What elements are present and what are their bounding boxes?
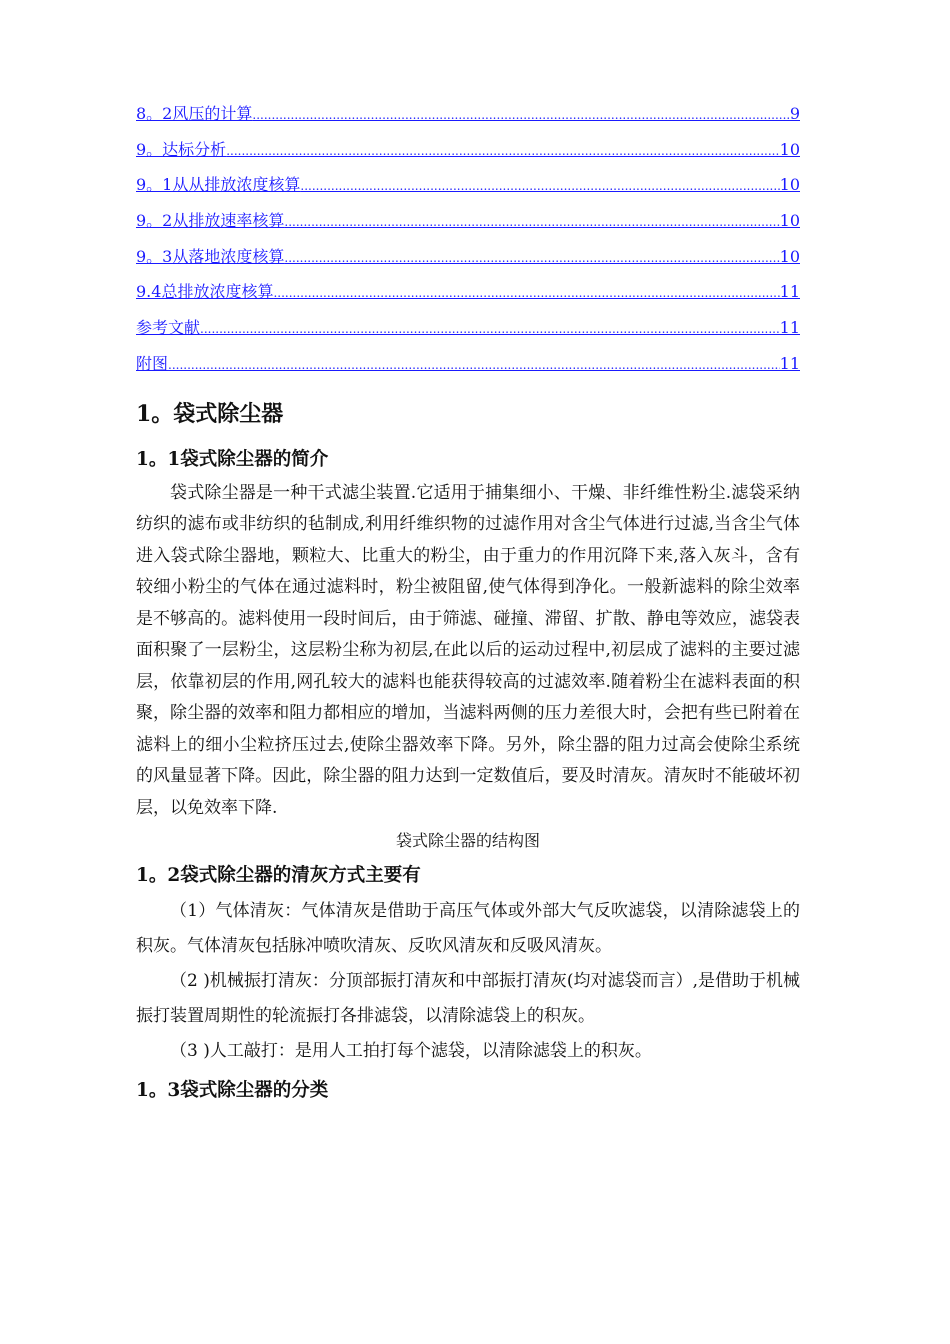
toc-entry-label: 附图	[136, 353, 169, 373]
toc-entry-label: 9。3从落地浓度核算	[136, 246, 285, 266]
toc-entry-page: 11	[779, 318, 800, 338]
section-heading: 1。袋式除尘器	[136, 400, 284, 427]
toc-entry-page: 10	[779, 211, 800, 231]
toc-leader	[284, 241, 779, 277]
body-paragraph: （2 )机械振打清灰：分顶部振打清灰和中部振打清灰(均对滤袋而言）,是借助于机械振打装置周期性的轮流振打各排滤袋，以清除滤袋上的积灰。	[136, 971, 800, 1026]
toc-entry[interactable]	[136, 132, 800, 168]
toc-entry[interactable]	[136, 167, 800, 203]
body-paragraph: （3 )人工敲打：是用人工拍打每个滤袋，以清除滤袋上的积灰。	[170, 1041, 652, 1061]
toc-entry-page: 11	[779, 282, 800, 302]
toc-entry-label: 8。2风压的计算	[136, 104, 253, 123]
toc-leader	[284, 205, 779, 241]
body-paragraph: 袋式除尘器是一种干式滤尘装置.它适用于捕集细小、干燥、非纤维性粉尘.滤袋采纳纺织的滤布或非纺织的毡制成,利用纤维织物的过滤作用对含尘气体进行过滤,当含尘气体进入袋式除尘器地，颗粒大、比重大的粉尘，由于重力的作用沉降下来,落入灰斗，含有较细小粉尘的气体在通过滤料时，粉尘被阻留,使气体得到净化。一般新滤料的除尘效率是不够高的。滤料使用一段时间后，由于筛滤、碰撞、滞留、扩散、静电等效应，滤袋表面积聚了一层粉尘，这层粉尘称为初层,在此以后的运动过程中,初层成了滤料的主要过滤层，依靠初层的作用,网孔较大的滤料也能获得较高的过滤效率.随着粉尘在滤料表面的积聚，除尘器的效率和阻力都相应的增加，当滤料两侧的压力差很大时，会把有些已附着在滤料上的细小尘粒挤压过去,使除尘器效率下降。另外，除尘器的阻力过高会使除尘系统的风量显著下降。因此，除尘器的阻力达到一定数值后，要及时清灰。清灰时不能破坏初层，以免效率下降.	[136, 482, 800, 818]
table-of-contents	[136, 96, 800, 382]
toc-leader	[273, 276, 779, 312]
toc-entry[interactable]	[136, 239, 800, 275]
toc-entry[interactable]	[136, 96, 800, 132]
toc-entry-label: 9。1从从排放浓度核算	[136, 175, 301, 195]
toc-leader	[200, 312, 780, 348]
toc-entry-page: 11	[779, 353, 800, 373]
toc-entry-label: 9。达标分析	[136, 139, 227, 159]
toc-entry-page: 10	[779, 175, 800, 195]
toc-leader	[252, 98, 789, 134]
body-paragraph: （1）气体清灰：气体清灰是借助于高压气体或外部大气反吹滤袋，以清除滤袋上的积灰。气体清灰包括脉冲喷吹清灰、反吹风清灰和反吸风清灰。	[136, 901, 800, 956]
document-page	[136, 96, 800, 1109]
subsection-heading: 1。3袋式除尘器的分类	[136, 1080, 329, 1101]
subsection-heading: 1。2袋式除尘器的清灰方式主要有	[136, 865, 421, 886]
subsection-heading: 1。1袋式除尘器的简介	[136, 448, 329, 470]
toc-entry-label: 参考文献	[136, 318, 201, 338]
toc-entry-page: 9	[789, 104, 800, 123]
toc-leader	[226, 134, 779, 170]
toc-entry-label: 9.4总排放浓度核算	[136, 282, 274, 302]
figure-caption: 袋式除尘器的结构图	[395, 831, 540, 850]
toc-entry[interactable]	[136, 203, 800, 239]
toc-entry[interactable]	[136, 274, 800, 310]
toc-entry[interactable]	[136, 310, 800, 346]
toc-entry[interactable]	[136, 346, 800, 382]
toc-entry-page: 10	[779, 139, 800, 159]
toc-leader	[300, 169, 779, 205]
toc-leader	[168, 348, 780, 384]
toc-entry-page: 10	[779, 246, 800, 266]
toc-entry-label: 9。2从排放速率核算	[136, 211, 285, 231]
